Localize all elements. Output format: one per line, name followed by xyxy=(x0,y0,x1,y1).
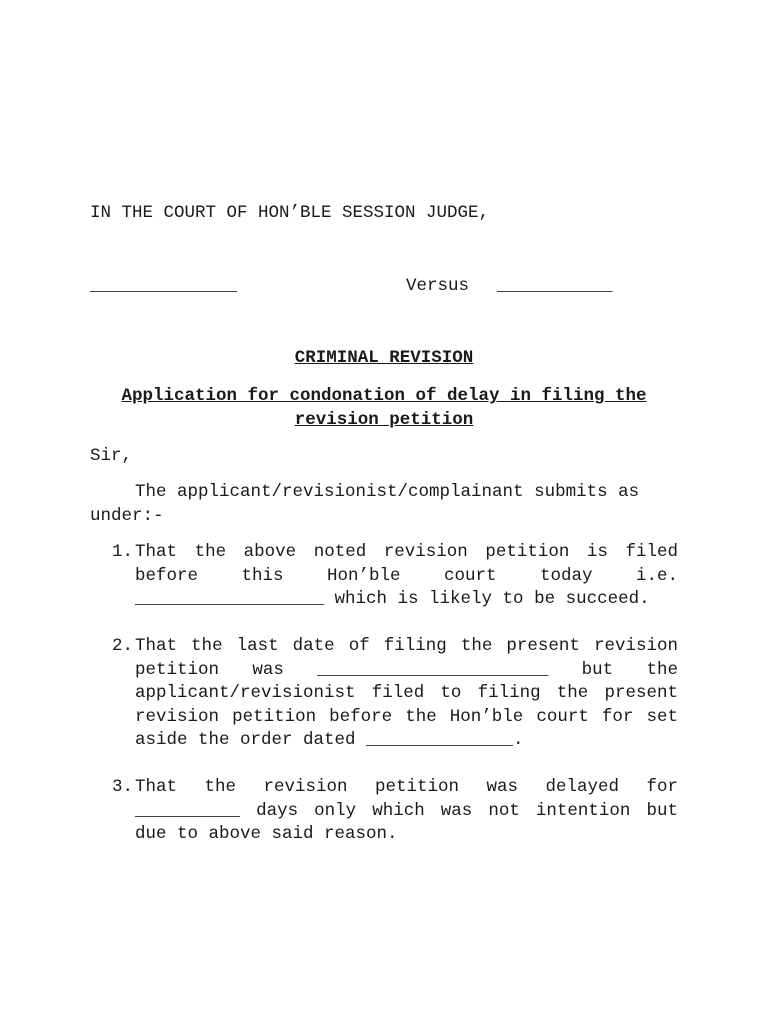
intro-paragraph: The applicant/revisionist/complainant submits as under:- xyxy=(90,482,640,526)
list-item xyxy=(90,635,678,753)
list-item xyxy=(90,776,678,847)
court-heading: IN THE COURT OF HON’BLE SESSION JUDGE, xyxy=(90,203,490,223)
list-item-number: 3. xyxy=(112,777,134,797)
list-item-text: That the above noted revision petition is filed before this Hon’ble court today i.e. __________________ which is likely to be succeed. xyxy=(135,542,678,609)
list-item-number: 2. xyxy=(112,636,134,656)
subtitle-line-2: revision petition xyxy=(294,409,474,430)
versus-label: Versus xyxy=(406,276,470,296)
salutation: Sir, xyxy=(90,446,133,466)
list-item-number: 1. xyxy=(112,542,134,562)
party-left-blank: ______________ xyxy=(90,276,238,296)
subtitle-line-1: Application for condonation of delay in filing the xyxy=(121,386,647,406)
list-item-text: That the revision petition was delayed for __________ days only which was not intention but due to above said reason. xyxy=(135,777,678,844)
list-item-text: That the last date of filing the present revision petition was ______________________ but the applicant/revisionist filed to filing the present revision petition before the Hon’ble court for set aside the order dated ______________. xyxy=(135,636,678,750)
document-title: CRIMINAL REVISION xyxy=(294,348,474,368)
list-item xyxy=(90,541,678,612)
party-right-blank: ___________ xyxy=(497,276,613,296)
document-subtitle xyxy=(90,385,678,432)
